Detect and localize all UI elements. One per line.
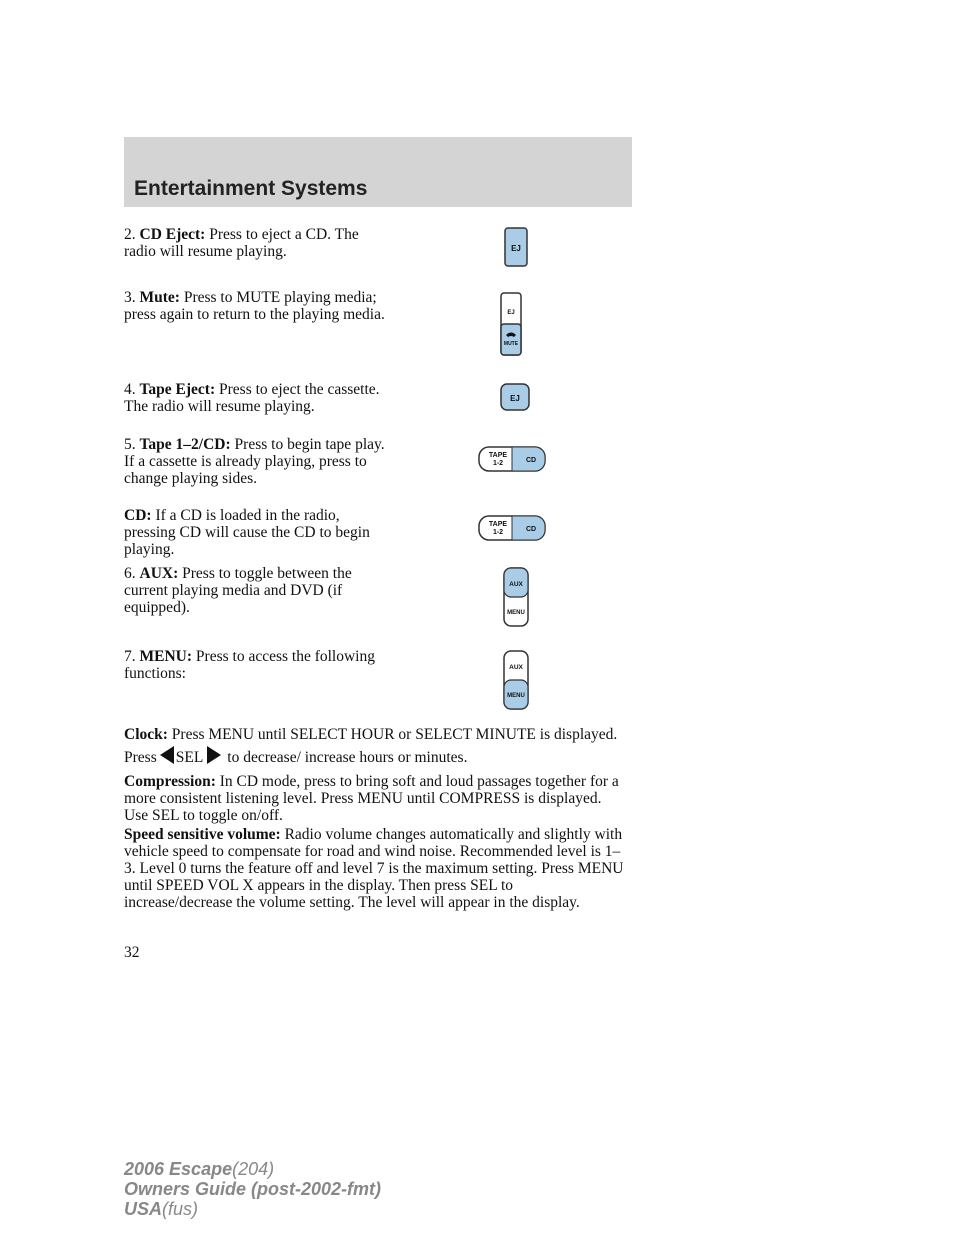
aux-label: AUX [509,581,523,588]
cd-label-2: CD [525,526,537,533]
cd-label: CD [525,457,537,464]
footer: 2006 Escape(204) Owners Guide (post-2002-fmt) USA(fus) [124,1159,382,1219]
page-number: 32 [124,944,140,961]
left-arrow-icon [160,746,174,764]
tape-cd-button-icon [478,446,546,472]
section-title: Entertainment Systems [134,177,368,200]
mute-label: MUTE [503,341,519,347]
item-cd: CD: If a CD is loaded in the radio, pressing CD will cause the CD to begin playing. [124,507,370,558]
tape-label: TAPE [488,452,508,459]
item-cd-eject: 2. CD Eject: Press to eject a CD. The radio will resume playing. [124,226,359,260]
tape-eject-button-icon [500,383,530,411]
menu-button-icon [503,650,529,710]
item-mute: 3. Mute: Press to MUTE playing media; press again to return to the playing media. [124,289,385,323]
clock-paragraph: Clock: Press MENU until SELECT HOUR or SELECT MINUTE is displayed. Press SEL to decrease/ increase hours or minutes. [124,726,618,766]
right-arrow-icon [207,746,221,764]
cd-eject-button-icon [504,227,528,267]
tape-sides-label-2: 1-2 [492,529,504,536]
tape-sides-label: 1-2 [492,460,504,467]
speed-volume-paragraph: Speed sensitive volume: Radio volume changes automatically and slightly with vehicle speed to compensate for road and wind noise. Recommended level is 1–3. Level 0 turns the feature off and level 7 is the maximum setting. Press MENU until SPEED VOL X appears in the display. Then press SEL to increase/decrease the volume setting. The level will appear in the display. [124,826,624,911]
item-tape-cd: 5. Tape 1–2/CD: Press to begin tape play. If a cassette is already playing, press to change playing sides. [124,436,385,487]
mute-button-icon [500,292,522,356]
compression-paragraph: Compression: In CD mode, press to bring soft and loud passages together for a more consistent listening level. Press MENU until COMPRESS is displayed. Use SEL to toggle on/off. [124,773,619,824]
ej-label: EJ [511,244,521,253]
item-aux: 6. AUX: Press to toggle between the current playing media and DVD (if equipped). [124,565,352,616]
aux-button-icon [503,567,529,627]
section-header [124,137,632,207]
ej-label-tape: EJ [510,394,520,403]
aux-label-2: AUX [509,664,523,671]
ej-label-mute-group: EJ [507,310,515,316]
cd-button-icon [478,515,546,541]
menu-label-2: MENU [507,693,525,699]
item-menu: 7. MENU: Press to access the following functions: [124,648,375,682]
menu-label: MENU [507,610,525,616]
tape-label-2: TAPE [488,521,508,528]
item-tape-eject: 4. Tape Eject: Press to eject the cassette. The radio will resume playing. [124,381,380,415]
